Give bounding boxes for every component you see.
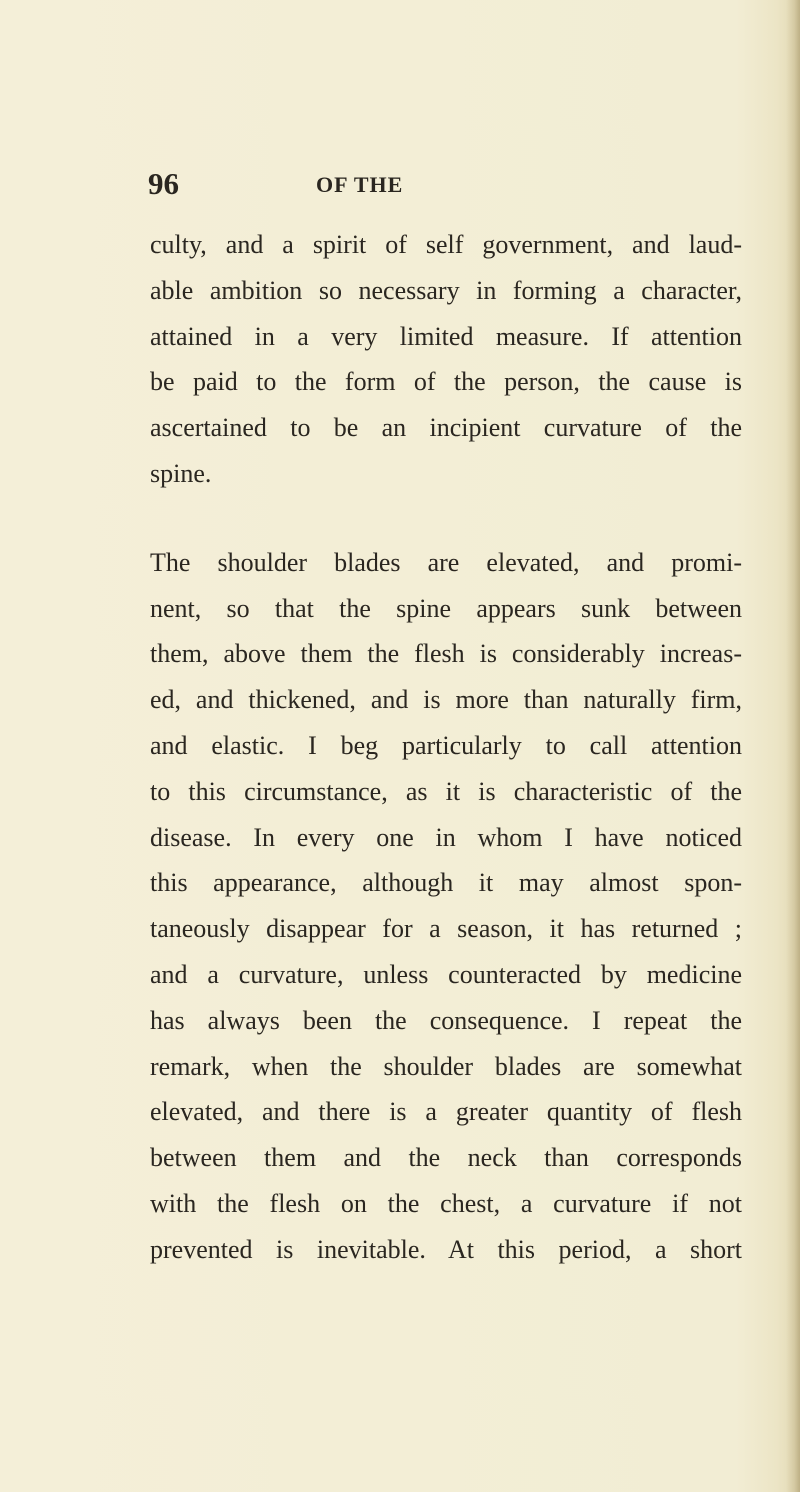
page-number: 96 (148, 166, 179, 201)
paragraph (150, 540, 742, 1273)
text-line: attained in a very limited measure. If attention (150, 321, 742, 351)
text-line: between them and the neck than corresponds (150, 1143, 742, 1173)
page-header (0, 166, 800, 212)
text-line: has always been the consequence. I repeat the (150, 1005, 742, 1035)
text-line: them, above them the flesh is considerably increas- (150, 639, 742, 669)
text-line: prevented is inevitable. At this period, a short (150, 1234, 742, 1264)
text-line: spine. (150, 458, 212, 488)
text-line: ascertained to be an incipient curvature of the (150, 413, 742, 443)
running-head: OF THE (316, 172, 404, 197)
text-line: this appearance, although it may almost spon- (150, 868, 742, 898)
text-line: and a curvature, unless counteracted by medicine (150, 959, 742, 989)
page-edge-shadow (786, 0, 800, 1492)
text-line: taneously disappear for a season, it has returned ; (150, 914, 742, 944)
text-line: nent, so that the spine appears sunk between (150, 593, 742, 623)
text-line: be paid to the form of the person, the cause is (150, 367, 742, 397)
text-line: culty, and a spirit of self government, and laud- (150, 230, 742, 259)
text-line: remark, when the shoulder blades are somewhat (150, 1051, 742, 1081)
text-line: The shoulder blades are elevated, and promi- (150, 547, 742, 577)
text-line: and elastic. I beg particularly to call attention (150, 730, 742, 760)
text-line: able ambition so necessary in forming a character, (150, 275, 742, 305)
text-line: disease. In every one in whom I have noticed (150, 822, 742, 852)
text-line: to this circumstance, as it is characteristic of the (150, 776, 742, 806)
text-line: ed, and thickened, and is more than naturally firm, (150, 685, 742, 715)
text-line: elevated, and there is a greater quantity of flesh (150, 1097, 742, 1127)
body-text (150, 222, 742, 1273)
text-line: with the flesh on the chest, a curvature if not (150, 1188, 742, 1218)
paragraph-gap (150, 497, 742, 540)
paragraph (150, 222, 742, 497)
